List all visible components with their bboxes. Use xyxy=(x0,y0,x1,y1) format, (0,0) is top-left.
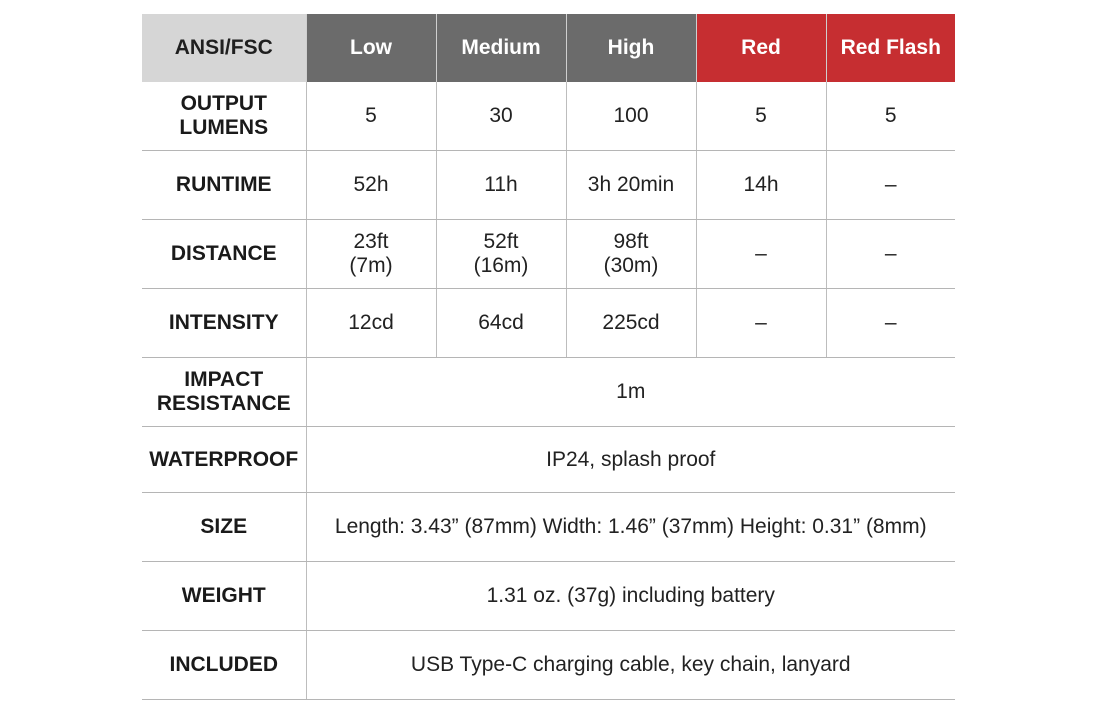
cell-value-span: USB Type-C charging cable, key chain, lanyard xyxy=(306,631,955,700)
header-row xyxy=(142,14,955,82)
row-label xyxy=(142,82,306,151)
header-mode-medium: Medium xyxy=(436,14,566,82)
cell-value-span: IP24, splash proof xyxy=(306,427,955,493)
row-impact-resistance xyxy=(142,358,955,427)
row-label: INCLUDED xyxy=(142,631,306,700)
row-intensity xyxy=(142,289,955,358)
header-mode-red-flash: Red Flash xyxy=(826,14,955,82)
row-label: WATERPROOF xyxy=(142,427,306,493)
value-line: 23ft xyxy=(353,230,389,253)
cell-value xyxy=(566,220,696,289)
cell-value: – xyxy=(696,220,826,289)
cell-value-span: Length: 3.43” (87mm) Width: 1.46” (37mm) Height: 0.31” (8mm) xyxy=(306,493,955,562)
label-line: IMPACT xyxy=(184,368,264,391)
row-waterproof xyxy=(142,427,955,493)
cell-value: 3h 20min xyxy=(566,151,696,220)
row-label: DISTANCE xyxy=(142,220,306,289)
header-mode-low: Low xyxy=(306,14,436,82)
value-line: (7m) xyxy=(349,254,393,277)
cell-value: – xyxy=(826,220,955,289)
row-size xyxy=(142,493,955,562)
cell-value xyxy=(436,220,566,289)
value-line: (16m) xyxy=(473,254,529,277)
cell-value: 5 xyxy=(696,82,826,151)
header-corner: ANSI/FSC xyxy=(142,14,306,82)
cell-value: – xyxy=(826,151,955,220)
row-label xyxy=(142,358,306,427)
cell-value xyxy=(306,220,436,289)
row-label: RUNTIME xyxy=(142,151,306,220)
cell-value: 225cd xyxy=(566,289,696,358)
cell-value: 5 xyxy=(826,82,955,151)
spec-table xyxy=(142,14,955,700)
cell-value: 14h xyxy=(696,151,826,220)
label-line: OUTPUT xyxy=(180,92,267,115)
cell-value: 52h xyxy=(306,151,436,220)
row-included xyxy=(142,631,955,700)
row-label: SIZE xyxy=(142,493,306,562)
value-line: 98ft xyxy=(613,230,649,253)
cell-value: 64cd xyxy=(436,289,566,358)
cell-value: – xyxy=(826,289,955,358)
value-line: (30m) xyxy=(603,254,659,277)
cell-value-span: 1.31 oz. (37g) including battery xyxy=(306,562,955,631)
header-mode-high: High xyxy=(566,14,696,82)
cell-value: – xyxy=(696,289,826,358)
cell-value-span: 1m xyxy=(306,358,955,427)
row-label: WEIGHT xyxy=(142,562,306,631)
value-line: 52ft xyxy=(483,230,519,253)
row-runtime xyxy=(142,151,955,220)
row-weight xyxy=(142,562,955,631)
cell-value: 11h xyxy=(436,151,566,220)
row-label: INTENSITY xyxy=(142,289,306,358)
cell-value: 5 xyxy=(306,82,436,151)
row-output-lumens xyxy=(142,82,955,151)
cell-value: 30 xyxy=(436,82,566,151)
row-distance xyxy=(142,220,955,289)
cell-value: 100 xyxy=(566,82,696,151)
cell-value: 12cd xyxy=(306,289,436,358)
header-mode-red: Red xyxy=(696,14,826,82)
label-line: RESISTANCE xyxy=(156,392,291,415)
label-line: LUMENS xyxy=(179,116,269,139)
